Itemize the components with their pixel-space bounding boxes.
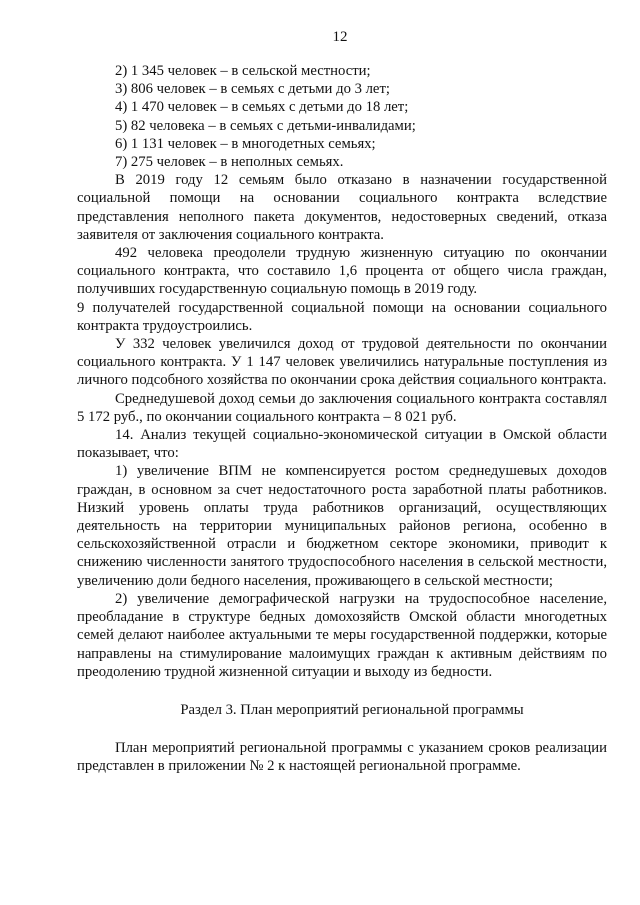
statistics-list (77, 62, 607, 171)
paragraph-overcame-difficulty: 492 человека преодолели трудную жизненную ситуацию по окончании социального контракта, что составило 1,6 процента от общего числа граждан, получивших государственную социальную помощь в 2019 году. (77, 245, 607, 298)
list-item: 6) 1 131 человек – в многодетных семьях; (115, 135, 376, 152)
list-item: 7) 275 человек – в неполных семьях. (115, 154, 344, 171)
paragraph-refusals: В 2019 году 12 семьям было отказано в назначении государственной социальной помощи на основании социального контракта вследствие представления неполного пакета документов, недостоверных сведений, отказа заявителя от заключения социального контракта. (77, 172, 607, 243)
document-body (77, 62, 607, 776)
paragraph-action-plan: План мероприятий региональной программы с указанием сроков реализации представлен в приложении № 2 к настоящей региональной программе. (77, 740, 607, 775)
page-number: 12 (332, 29, 348, 45)
paragraph-income-increase: У 332 человек увеличился доход от трудовой деятельности по окончании социального контракта. У 1 147 человек увеличились натуральные поступления из личного подсобного хозяйства по окончании срока действия социального контракта. (77, 336, 607, 389)
section-heading: Раздел 3. План мероприятий региональной программы (180, 701, 524, 718)
paragraph-analysis-point-1: 1) увеличение ВПМ не компенсируется ростом среднедушевых доходов граждан, в основном за счет недостаточного роста заработной платы работников. Низкий уровень оплаты труда работников организаций, осуществляющих деятельность на территории муниципальных районов региона, особенно в сельскохозяйственной отрасли и бюджетном секторе экономики, приводит к снижению численности занятого трудоспособного населения в сельской местности, увеличению доли бедного населения, проживающего в сельской местности; (77, 463, 607, 589)
paragraph-employed: 9 получателей государственной социальной помощи на основании социального контракта трудоустроились. (77, 299, 607, 334)
paragraph-analysis-intro: 14. Анализ текущей социально-экономической ситуации в Омской области показывает, что: (77, 427, 607, 462)
paragraph-average-income: Среднедушевой доход семьи до заключения социального контракта составлял 5 172 руб., по окончании социального контракта – 8 021 руб. (77, 390, 607, 425)
list-item: 3) 806 человек – в семьях с детьми до 3 лет; (115, 81, 390, 98)
list-item: 5) 82 человека – в семьях с детьми-инвалидами; (115, 117, 416, 134)
paragraph-analysis-point-2: 2) увеличение демографической нагрузки на трудоспособное население, преобладание в структуре бедных домохозяйств Омской области многодетных семей делают наиболее актуальными те меры государственной поддержки, которые направлены на стимулирование малоимущих граждан к активным действиям по преодолению трудной жизненной ситуации и выходу из бедности. (77, 590, 607, 680)
list-item: 2) 1 345 человек – в сельской местности; (115, 63, 371, 79)
list-item: 4) 1 470 человек – в семьях с детьми до 18 лет; (115, 99, 409, 116)
